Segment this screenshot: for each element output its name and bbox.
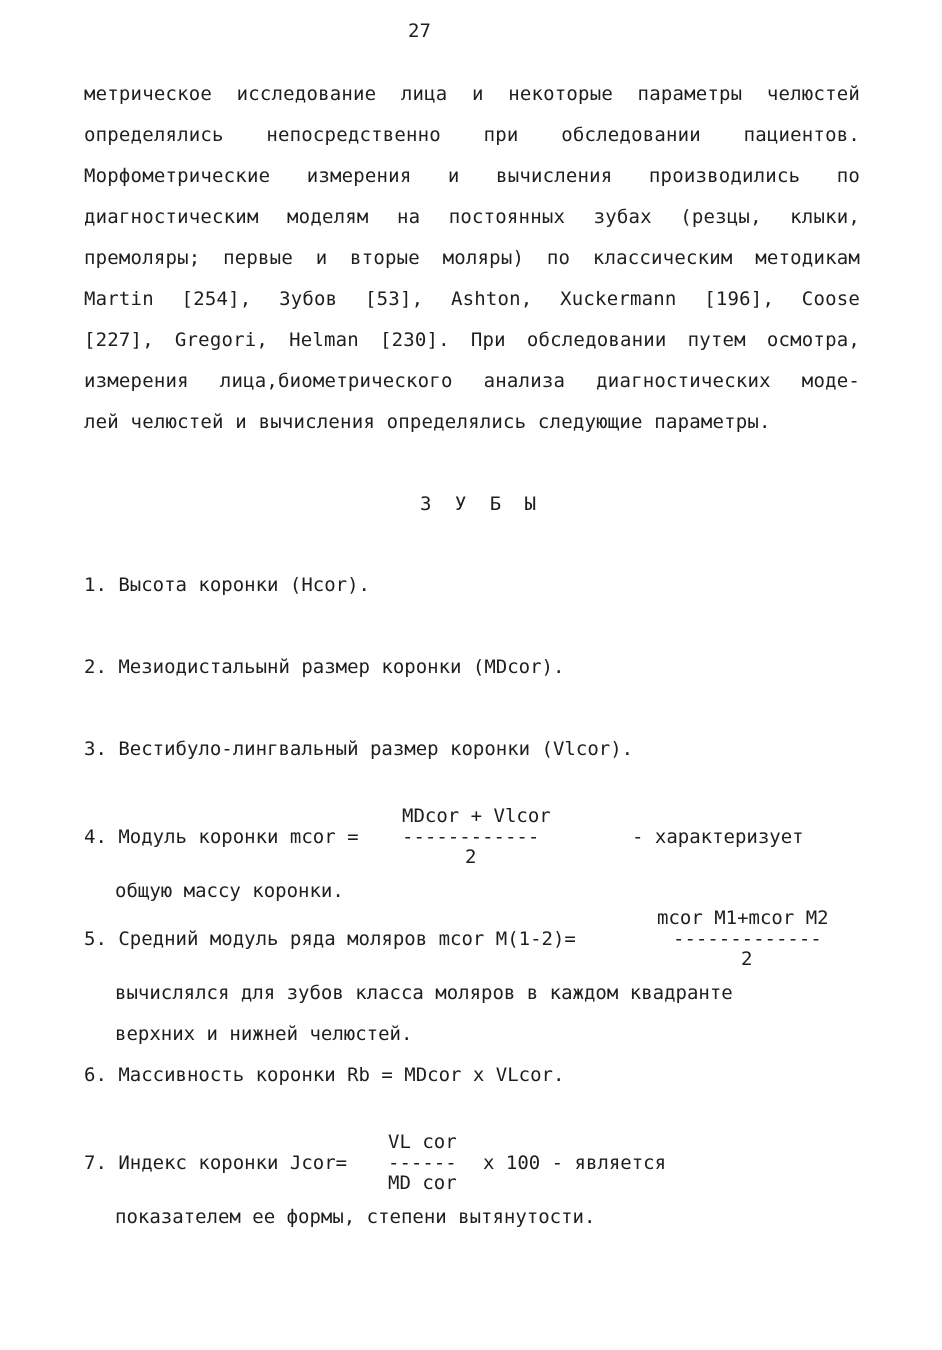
page-number: 27 [408, 20, 431, 42]
formula-continuation: верхних и нижней челюстей. [115, 1023, 413, 1045]
formula-tail: x 100 - является [483, 1152, 667, 1174]
formula-continuation: общую массу коронки. [115, 880, 344, 902]
paragraph-line: Морфометрические измерения и вычисления производились по [84, 165, 860, 187]
formula-lead: 7. Индекс коронки Jcor= [84, 1152, 348, 1174]
formula-denominator: MD cor [388, 1172, 457, 1194]
formula-continuation: показателем ее формы, степени вытянутости. [115, 1206, 596, 1228]
paragraph-line: диагностическим моделям на постоянных зубах (резцы, клыки, [84, 206, 860, 228]
paragraph-line: Martin [254], Зубов [53], Ashton, Xuckermann [196], Coose [84, 288, 860, 310]
section-heading: З У Б Ы [420, 493, 543, 515]
list-item: 2. Мезиодистальынй размер коронки (MDcor). [84, 656, 565, 678]
list-item: 1. Высота коронки (Hcor). [84, 574, 370, 596]
fraction-bar: ------------ [402, 826, 540, 848]
formula-numerator: mcor M1+mcor M2 [657, 907, 829, 929]
paragraph-line: премоляры; первые и вторые моляры) по классическим методикам [84, 247, 860, 269]
formula-continuation: вычислялся для зубов класса моляров в каждом квадранте [115, 982, 733, 1004]
paragraph-line: измерения лица,биометрического анализа диагностических моде- [84, 370, 860, 392]
paragraph-line: определялись непосредственно при обследовании пациентов. [84, 124, 860, 146]
formula-denominator: 2 [465, 846, 477, 868]
list-item: 3. Вестибуло-лингвальный размер коронки (Vlcor). [84, 738, 634, 760]
formula-denominator: 2 [741, 948, 753, 970]
paragraph-line: лей челюстей и вычисления определялись следующие параметры. [84, 411, 771, 433]
fraction-bar: ------------- [673, 928, 822, 950]
fraction-bar: ------ [388, 1152, 457, 1174]
formula-lead: 4. Модуль коронки mcor = [84, 826, 359, 848]
list-item: 6. Массивность коронки Rb = MDcor x VLcor. [84, 1064, 565, 1086]
paragraph-line: метрическое исследование лица и некоторые параметры челюстей [84, 83, 860, 105]
formula-lead: 5. Средний модуль ряда моляров mcor M(1-2)= [84, 928, 576, 950]
formula-tail: - характеризует [632, 826, 804, 848]
formula-numerator: MDcor + Vlcor [402, 805, 551, 827]
paragraph-line: [227], Gregori, Helman [230]. При обследовании путем осмотра, [84, 329, 860, 351]
formula-numerator: VL cor [388, 1131, 457, 1153]
